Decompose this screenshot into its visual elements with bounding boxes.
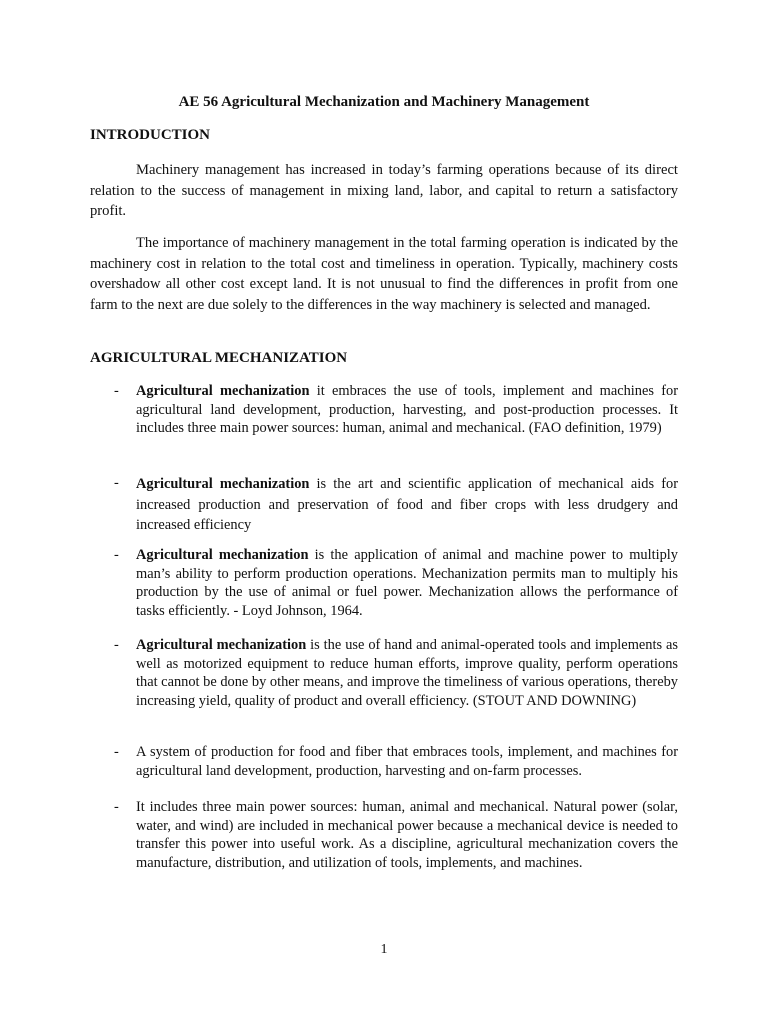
list-dash: - [114,475,119,491]
list-item-text [136,474,678,536]
list-dash: - [114,383,119,399]
list-dash: - [114,744,119,760]
list-dash: - [114,799,119,815]
definition-text: is the art and scientific application of mechanical aids for increased production and preservation of food and fiber crops with less drudgery and increased efficiency [136,476,678,533]
page-number: 1 [380,942,388,957]
definition-text: It includes three main power sources: human, animal and mechanical. Natural power (solar, water, and wind) are included in mechanical power because a mechanical device is needed to transfer this power into useful work. As a discipline, agricultural mechanization covers the manufacture, distribution, and utilization of tools, implements, and machines. [136,799,678,871]
intro-paragraph-2: The importance of machinery management in the total farming operation is indicated by the machinery cost in relation to the total cost and timeliness in operation. Typically, machinery costs overshadow all other cost except land. It is not unusual to find the differences in profit from one farm to the next are due solely to the differences in the way machinery is selected and managed. [90,235,678,313]
definition-text: A system of production for food and fiber that embraces tools, implement, and machines for agricultural land development, production, harvesting and on-farm processes. [136,744,678,779]
definition-text: it embraces the use of tools, implement and machines for agricultural land development, production, harvesting, and post-production processes. It includes three main power sources: human, animal and mechanical. (FAO definition, 1979) [136,383,678,436]
mechanization-heading: AGRICULTURAL MECHANIZATION [90,350,348,366]
introduction-heading: INTRODUCTION [90,127,211,143]
definition-term: Agricultural mechanization [136,476,310,492]
list-item-text [136,636,678,710]
list-item-text [136,382,678,438]
definition-term: Agricultural mechanization [136,383,310,399]
document-title: AE 56 Agricultural Mechanization and Machinery Management [178,94,590,110]
list-dash: - [114,547,119,563]
definition-text: is the application of animal and machine power to multiply man’s ability to perform production operations. Mechanization permits man to multiply his production by the use of animal or fuel power. Mechanization allows the performance of tasks efficiently. - Loyd Johnson, 1964. [136,547,678,619]
definition-term: Agricultural mechanization [136,547,309,563]
definition-term: Agricultural mechanization [136,637,307,653]
list-item-text [136,798,678,872]
intro-paragraph-1: Machinery management has increased in today’s farming operations because of its direct relation to the success of management in mixing land, labor, and capital to return a satisfactory profit. [90,162,678,219]
list-dash: - [114,637,119,653]
definition-text: is the use of hand and animal-operated tools and implements as well as motorized equipment to reduce human efforts, improve quality, perform operations that cannot be done by other means, and improve the timeliness of various operations, thereby increasing yield, quality of product and overall efficiency. (STOUT AND DOWNING) [136,637,678,709]
list-item-text [136,546,678,620]
list-item-text [136,743,678,780]
